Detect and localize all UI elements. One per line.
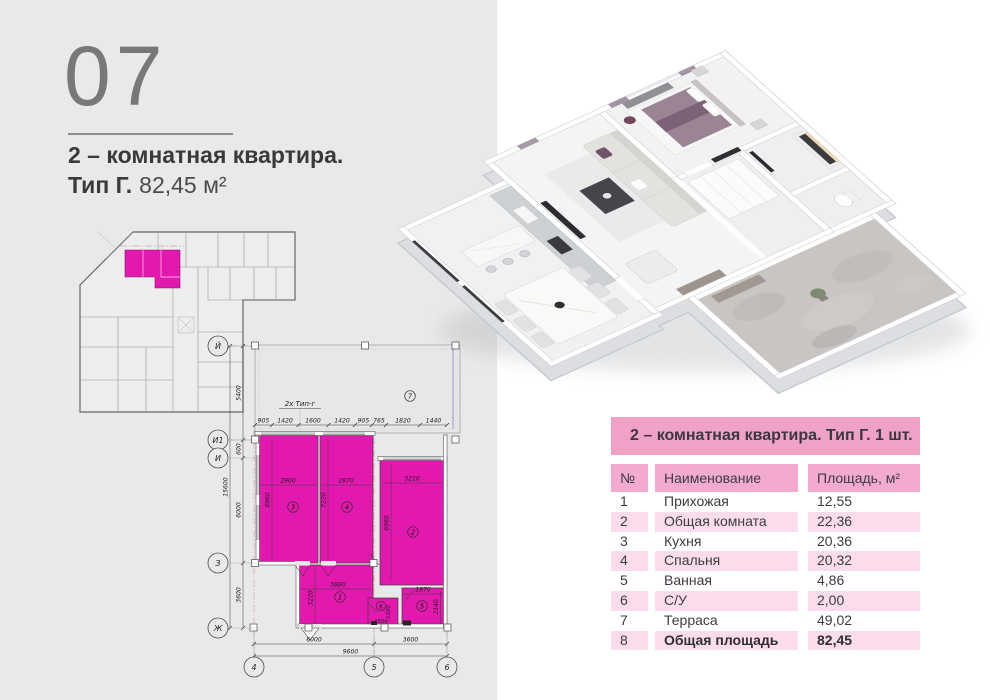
- area-table: [611, 417, 920, 650]
- svg-text:3600: 3600: [235, 587, 243, 603]
- apartment-area-label: 82,45 м²: [139, 172, 227, 198]
- table-header-row: [611, 464, 920, 492]
- appliance: [403, 621, 411, 626]
- svg-text:1: 1: [337, 593, 343, 602]
- bottom-dimension-chain: [252, 631, 449, 658]
- table-row-total: 8 Общая площадь 82,45: [611, 631, 920, 651]
- svg-text:3600: 3600: [402, 636, 419, 644]
- svg-text:6: 6: [444, 663, 450, 672]
- svg-text:600: 600: [235, 443, 243, 455]
- left-dimension-chain: [223, 344, 258, 630]
- svg-text:1420: 1420: [334, 417, 350, 425]
- svg-text:5: 5: [371, 663, 377, 672]
- apartment-rooms: [258, 435, 445, 626]
- page-subtitle: [68, 171, 227, 200]
- svg-text:4: 4: [251, 663, 257, 672]
- type-label: 2x Тип-г: [284, 400, 316, 408]
- svg-text:2900: 2900: [280, 477, 296, 485]
- svg-text:765: 765: [373, 417, 385, 425]
- svg-text:7: 7: [407, 392, 413, 401]
- svg-text:1440: 1440: [425, 417, 442, 425]
- svg-text:9600: 9600: [342, 648, 359, 656]
- svg-text:5: 5: [419, 602, 425, 611]
- table-header-area: Площадь, м²: [808, 464, 920, 492]
- table-row: 5 Ванная 4,86: [620, 572, 845, 589]
- svg-text:905: 905: [357, 417, 370, 425]
- svg-text:1870: 1870: [415, 586, 431, 594]
- svg-text:4: 4: [344, 503, 350, 512]
- table-row: 3 Кухня 20,36: [620, 532, 853, 549]
- svg-text:3210: 3210: [404, 475, 420, 483]
- svg-text:6000: 6000: [306, 636, 322, 644]
- svg-text:1600: 1600: [305, 417, 321, 425]
- page-title: 2 – комнатная квартира.: [68, 142, 344, 168]
- svg-text:6000: 6000: [235, 502, 243, 518]
- header-rule: [68, 133, 233, 135]
- apartment-type-label: Тип Г.: [68, 172, 133, 198]
- svg-text:1820: 1820: [395, 417, 411, 425]
- svg-text:3220: 3220: [307, 590, 315, 606]
- svg-text:Й: Й: [215, 342, 221, 351]
- svg-text:И: И: [215, 454, 221, 463]
- svg-text:7220: 7220: [320, 492, 328, 508]
- table-row: 4 Спальня 20,32: [611, 551, 920, 571]
- svg-text:905: 905: [257, 417, 270, 425]
- svg-text:6960: 6960: [264, 492, 272, 508]
- svg-text:3880: 3880: [330, 581, 346, 589]
- table-title: 2 – комнатная квартира. Тип Г. 1 шт.: [611, 417, 920, 455]
- svg-text:1320: 1320: [386, 605, 392, 619]
- page-number: 07: [64, 29, 168, 123]
- svg-text:И1: И1: [212, 436, 224, 445]
- svg-text:6960: 6960: [383, 515, 391, 531]
- apartment-floor-plan: [195, 335, 485, 700]
- table-row: 1 Прихожая 12,55: [620, 493, 853, 509]
- table-row: 2 Общая комната 22,36: [611, 512, 920, 532]
- svg-text:З: З: [215, 559, 221, 568]
- svg-text:3: 3: [290, 503, 296, 512]
- svg-text:2140: 2140: [433, 599, 440, 615]
- svg-text:1420: 1420: [277, 417, 293, 425]
- svg-text:1500: 1500: [374, 619, 388, 625]
- svg-text:5400: 5400: [235, 385, 243, 401]
- svg-text:2: 2: [410, 528, 416, 537]
- table-row: 7 Терраса 49,02: [620, 611, 853, 628]
- svg-text:2870: 2870: [338, 477, 354, 485]
- svg-text:6: 6: [379, 604, 383, 611]
- table-header-name: Наименование: [655, 464, 798, 492]
- table-row: 6 С/У 2,00: [611, 591, 920, 611]
- table-header-num: №: [611, 464, 648, 492]
- svg-text:Ж: Ж: [213, 624, 223, 633]
- svg-text:15600: 15600: [222, 477, 230, 497]
